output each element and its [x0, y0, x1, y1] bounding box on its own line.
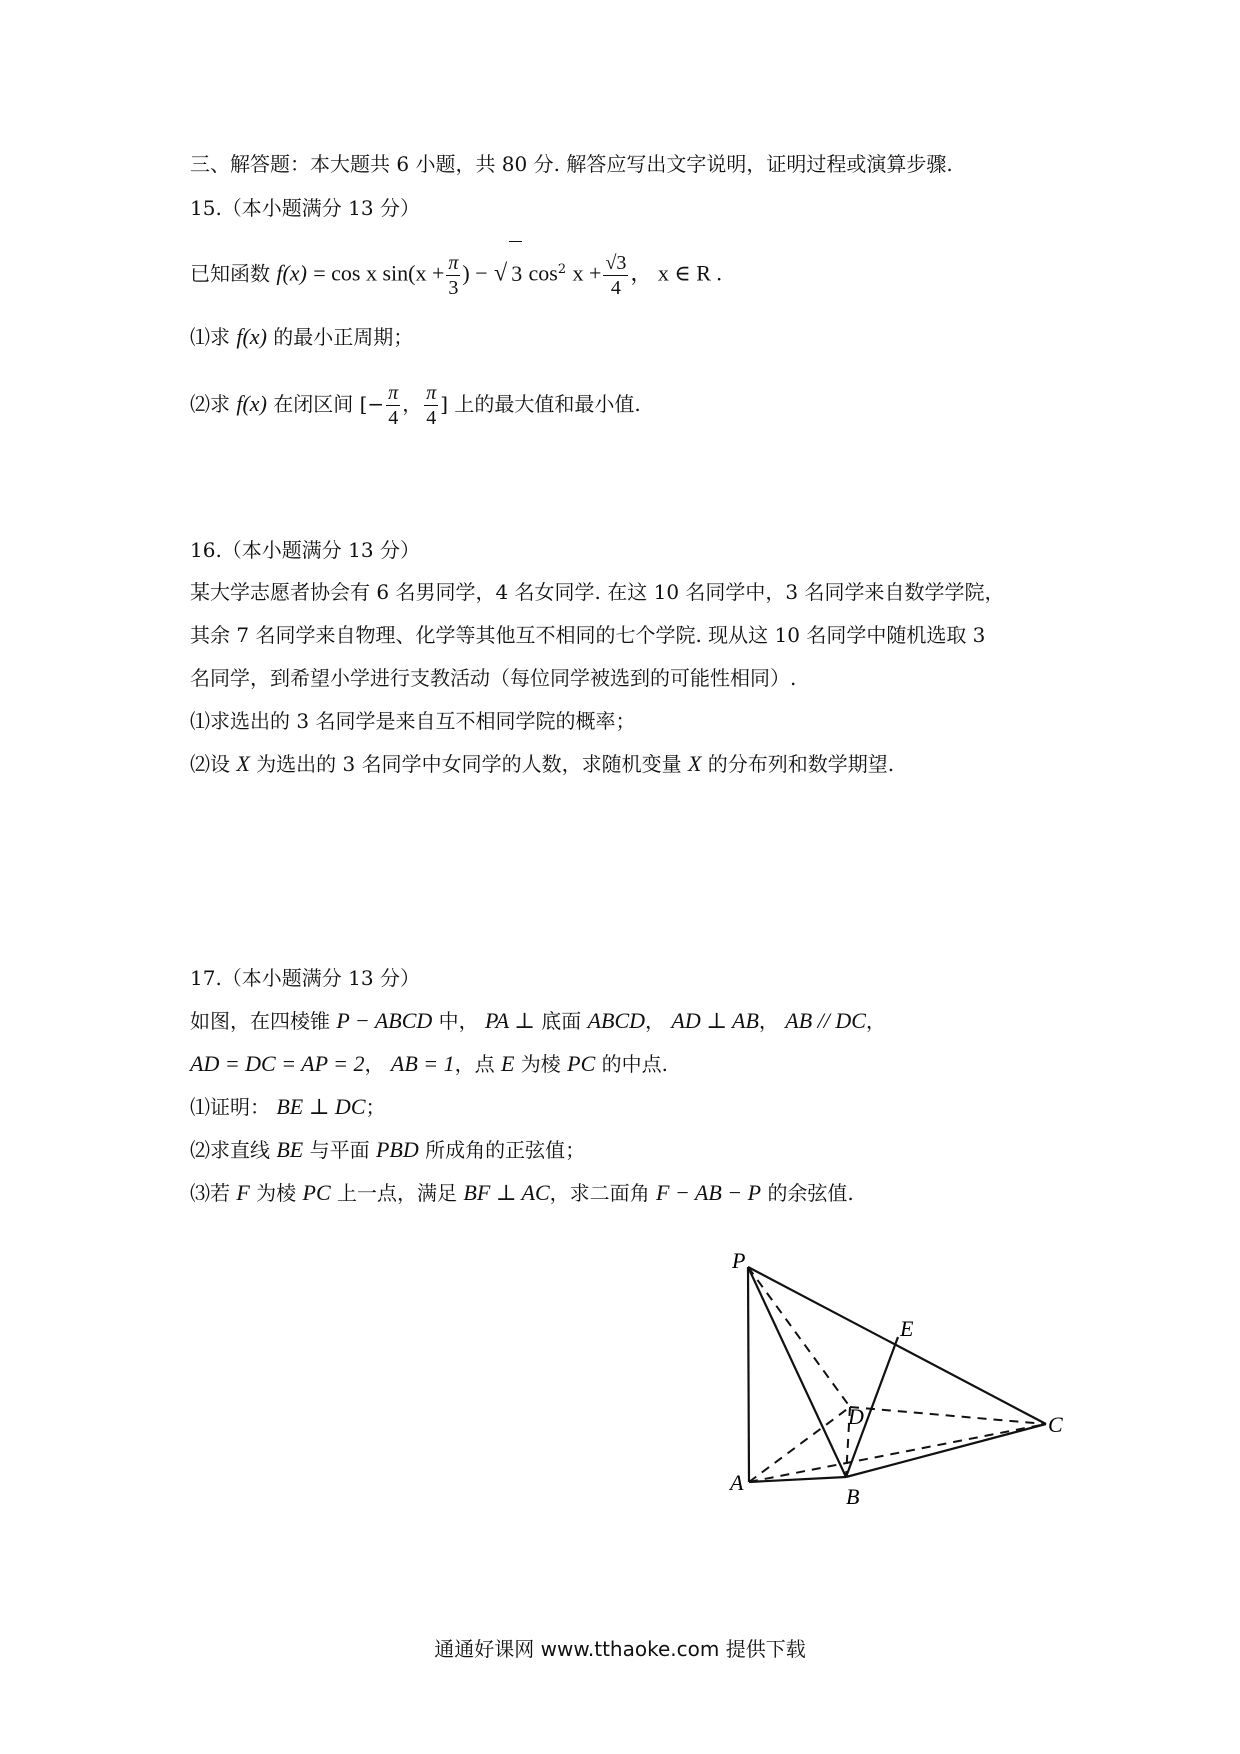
label-D: D	[848, 1404, 864, 1429]
q16-line-2: 其余 7 名同学来自物理、化学等其他互不相同的七个学院. 现从这 10 名同学中随机选取 3	[190, 623, 986, 647]
q17-part-1: ⑴证明： BE ⊥ DC；	[190, 1094, 386, 1119]
edge-PA	[748, 1267, 749, 1482]
footer-text: 通通好课网 www.tthaoke.com 提供下载	[434, 1637, 806, 1661]
edge-AC	[749, 1424, 1046, 1482]
q15-frac-pi-4-a: $\frac{\pi}{4}$	[388, 382, 399, 429]
edge-PD	[748, 1267, 850, 1407]
q15-part4: x +	[572, 260, 602, 286]
q15-part-1: ⑴求 f(x) 的最小正周期；	[190, 324, 414, 349]
q17-part-3: ⑶若 F 为棱 PC 上一点，满足 BF ⊥ AC，求二面角 F − AB − P 的余弦值.	[190, 1180, 854, 1205]
q16-title: 16.（本小题满分 13 分）	[190, 538, 420, 562]
q15-frac-pi-4-b: $\frac{\pi}{4}$	[426, 382, 437, 429]
q15-fx: f(x)	[276, 260, 307, 286]
q15-part3: cos	[528, 260, 558, 286]
label-C: C	[1048, 1412, 1063, 1437]
edge-AB	[749, 1477, 846, 1482]
q15-part-2: ⑵求 f(x) 在闭区间 [− $\frac{\pi}{4}$ ， $\frac{\pi}{4}$ ] 上的最大值和最小值.	[190, 382, 641, 429]
label-B: B	[846, 1484, 860, 1509]
q15-tail: ， x ∈ R .	[630, 260, 722, 286]
q15-sup: 2	[557, 262, 567, 277]
q16-part-2: ⑵设 X 为选出的 3 名同学中女同学的人数，求随机变量 X 的分布列和数学期望.	[190, 751, 895, 776]
q15-radical: √	[494, 260, 508, 287]
q17-part-2: ⑵求直线 BE 与平面 PBD 所成角的正弦值；	[190, 1137, 586, 1162]
edge-PB	[748, 1267, 846, 1477]
q16-part-1: ⑴求选出的 3 名同学是来自互不相同学院的概率；	[190, 709, 636, 733]
label-P: P	[732, 1248, 746, 1273]
q17-line-2: AD = DC = AP = 2， AB = 1，点 E 为棱 PC 的中点.	[190, 1051, 668, 1076]
q15-sqrt3: 3	[509, 241, 522, 306]
q16-line-1: 某大学志愿者协会有 6 名男同学，4 名女同学. 在这 10 名同学中，3 名同学来自数学学院，	[190, 580, 1005, 604]
label-E: E	[900, 1316, 914, 1341]
label-A: A	[730, 1470, 744, 1495]
edge-BC	[846, 1424, 1046, 1477]
section-heading: 三、解答题：本大题共 6 小题，共 80 分. 解答应写出文字说明，证明过程或演算步骤.	[190, 152, 953, 176]
q15-part1: = cos x sin(x +	[313, 260, 445, 286]
q16-line-3: 名同学，到希望小学进行支教活动（每位同学被选到的可能性相同）.	[190, 666, 797, 690]
edge-PC	[748, 1267, 1046, 1424]
q15-title: 15.（本小题满分 13 分）	[190, 196, 420, 220]
q15-intro: 已知函数	[190, 261, 270, 286]
q17-line-1: 如图，在四棱锥 P − ABCD 中， PA ⊥ 底面 ABCD， AD ⊥ AB， AB // DC，	[190, 1008, 886, 1033]
q15-frac-pi-3: $\frac{\pi}{3}$	[448, 251, 459, 299]
q15-frac-sqrt3-4: $\frac{√3}{4}$	[605, 251, 627, 299]
q17-title: 17.（本小题满分 13 分）	[190, 966, 420, 990]
edge-AD	[749, 1407, 850, 1482]
q15-part2: ) −	[462, 260, 488, 286]
